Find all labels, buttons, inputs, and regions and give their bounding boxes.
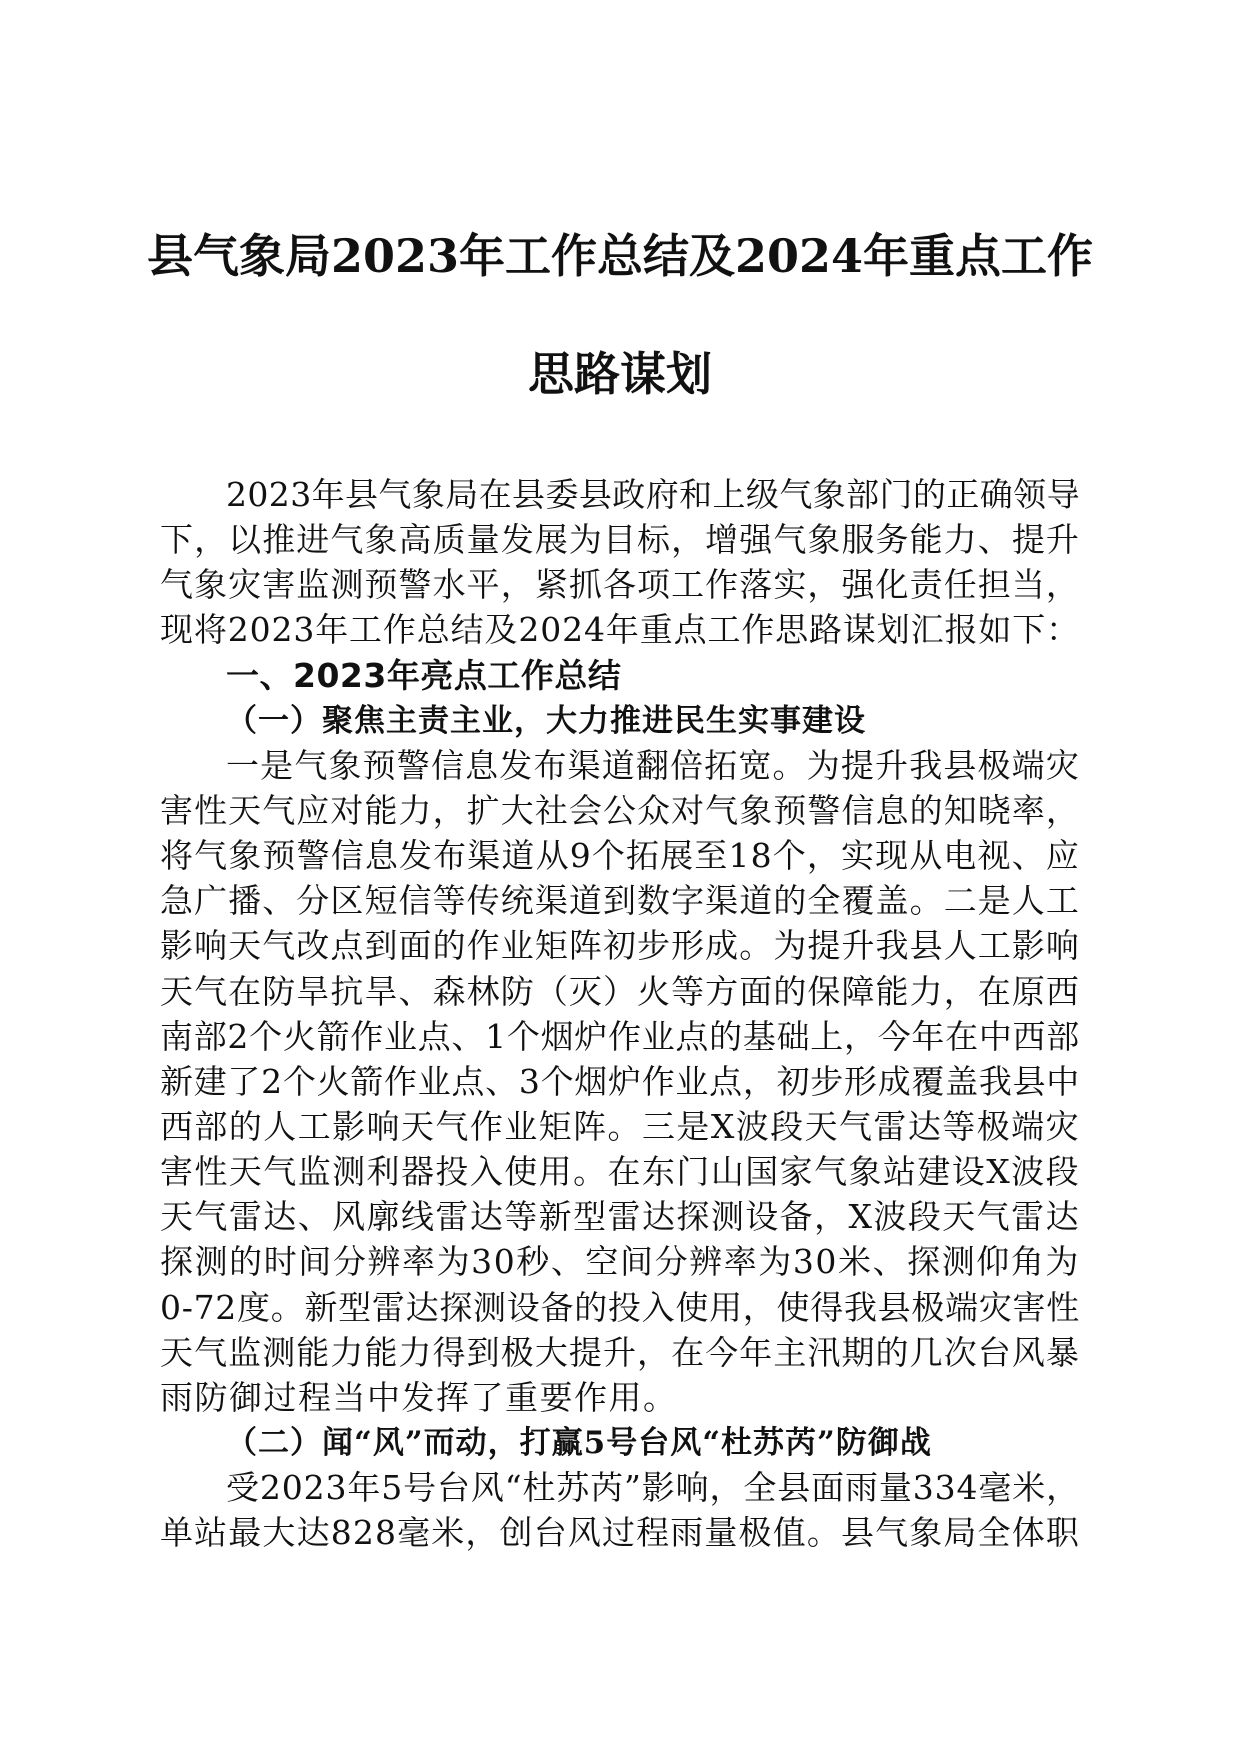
paragraph-line: 将气象预警信息发布渠道从9个拓展至18个，实现从电视、应	[160, 836, 1080, 876]
paragraph-first-line: 一是气象预警信息发布渠道翻倍拓宽。为提升我县极端灾	[226, 745, 1080, 785]
paragraph-line: 下，以推进气象高质量发展为目标，增强气象服务能力、提升	[160, 520, 1080, 560]
paragraph-line: 急广播、分区短信等传统渠道到数字渠道的全覆盖。二是人工	[160, 881, 1080, 921]
paragraph-line: 探测的时间分辨率为30秒、空间分辨率为30米、探测仰角为	[160, 1242, 1080, 1282]
section-heading: 一、2023年亮点工作总结	[226, 655, 622, 695]
paragraph-line: 害性天气应对能力，扩大社会公众对气象预警信息的知晓率，	[160, 790, 1080, 830]
paragraph-line: 天气监测能力能力得到极大提升，在今年主汛期的几次台风暴	[160, 1332, 1080, 1372]
paragraph-line: 天气在防旱抗旱、森林防（灭）火等方面的保障能力，在原西	[160, 971, 1080, 1011]
paragraph-line: 新建了2个火箭作业点、3个烟炉作业点，初步形成覆盖我县中	[160, 1061, 1080, 1101]
document-title-line-1: 县气象局2023年工作总结及2024年重点工作	[146, 229, 1094, 283]
paragraph-line: 气象灾害监测预警水平，紧抓各项工作落实，强化责任担当，	[160, 565, 1080, 605]
paragraph-line: 西部的人工影响天气作业矩阵。三是X波段天气雷达等极端灾	[160, 1106, 1080, 1146]
subsection-heading: （二）闻“风”而动，打赢5号台风“杜苏芮”防御战	[226, 1424, 932, 1461]
document-title-line-2: 思路谋划	[528, 347, 712, 401]
paragraph-line: 现将2023年工作总结及2024年重点工作思路谋划汇报如下：	[160, 610, 1080, 650]
paragraph-first-line: 受2023年5号台风“杜苏芮”影响，全县面雨量334毫米，	[226, 1468, 1080, 1508]
document-body	[160, 476, 1080, 1559]
paragraph-line: 雨防御过程当中发挥了重要作用。	[160, 1377, 678, 1417]
paragraph-first-line: 2023年县气象局在县委县政府和上级气象部门的正确领导	[226, 475, 1080, 514]
paragraph-line: 天气雷达、风廓线雷达等新型雷达探测设备，X波段天气雷达	[160, 1197, 1080, 1237]
paragraph-line: 单站最大达828毫米，创台风过程雨量极值。县气象局全体职	[160, 1513, 1080, 1553]
subsection-heading: （一）聚焦主责主业，大力推进民生实事建设	[226, 702, 866, 739]
paragraph-line: 害性天气监测利器投入使用。在东门山国家气象站建设X波段	[160, 1152, 1080, 1192]
paragraph-line: 0-72度。新型雷达探测设备的投入使用，使得我县极端灾害性	[160, 1287, 1080, 1327]
paragraph-line: 影响天气改点到面的作业矩阵初步形成。为提升我县人工影响	[160, 926, 1080, 966]
paragraph-line: 南部2个火箭作业点、1个烟炉作业点的基础上，今年在中西部	[160, 1016, 1080, 1056]
